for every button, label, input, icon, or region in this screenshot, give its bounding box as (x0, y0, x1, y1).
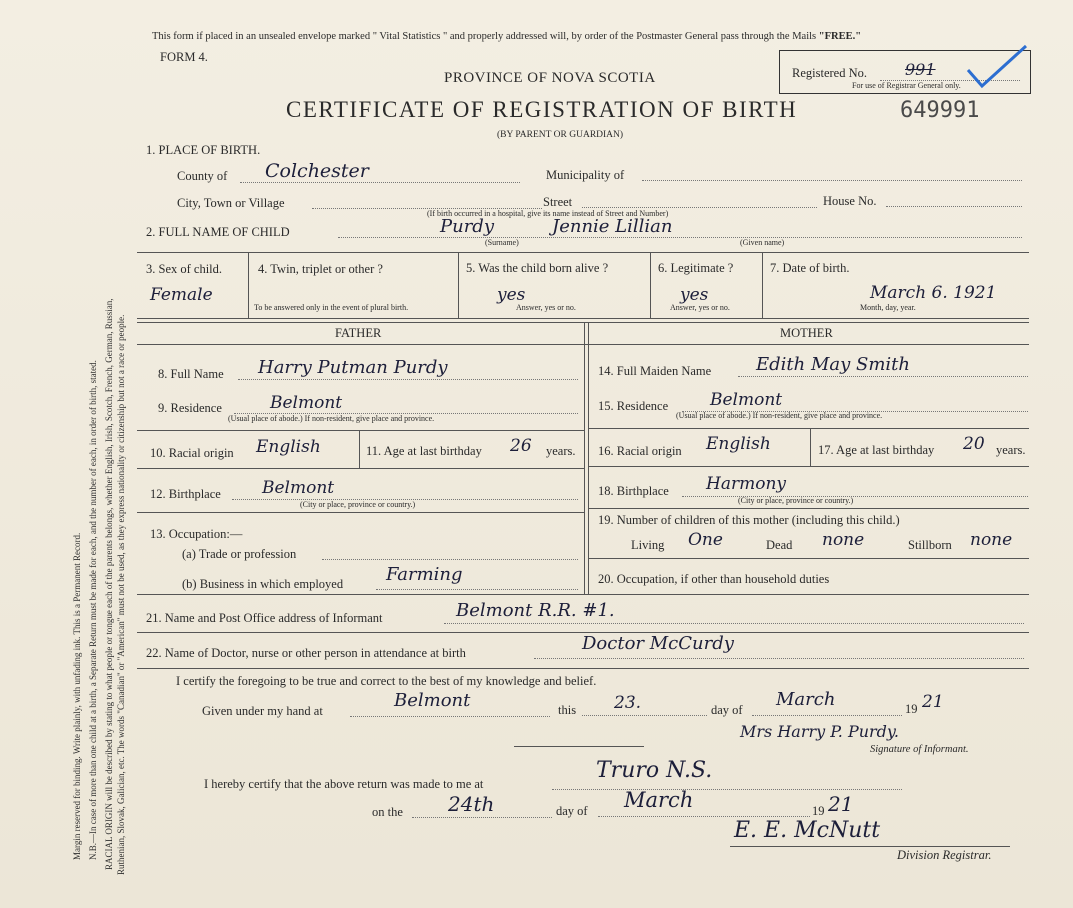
father-residence-value: Belmont (270, 393, 343, 413)
twin-note: To be answered only in the event of plural birth. (254, 303, 409, 312)
street-label: Street (543, 195, 573, 209)
dob-value: March 6. 1921 (870, 283, 997, 303)
mother-name-label: 14. Full Maiden Name (598, 364, 712, 378)
house-label: House No. (823, 194, 877, 208)
stillborn-label: Stillborn (908, 538, 952, 552)
certify-day-value: 23. (614, 693, 642, 713)
registrar-day-of-label: day of (556, 804, 588, 818)
on-the-label: on the (372, 805, 403, 819)
living-label: Living (631, 538, 665, 552)
place-heading: 1. PLACE OF BIRTH. (146, 143, 261, 157)
father-age-value: 26 (510, 436, 532, 456)
alive-label: 5. Was the child born alive ? (466, 261, 609, 275)
certify-text: I certify the foregoing to be true and correct to the best of my knowledge and belief. (176, 674, 597, 688)
father-name-label: 8. Full Name (158, 367, 224, 381)
business-value: Farming (386, 564, 463, 585)
informant-value: Belmont R.R. #1. (456, 600, 615, 621)
dob-note: Month, day, year. (860, 303, 916, 312)
registrar-note: For use of Registrar General only. (852, 81, 961, 90)
certify-year-suffix: 21 (922, 692, 944, 712)
father-age-label: 11. Age at last birthday (366, 444, 482, 458)
mail-free: "FREE." (818, 31, 862, 42)
father-racial-label: 10. Racial origin (150, 446, 234, 460)
registrar-place-value: Truro N.S. (596, 758, 713, 783)
father-name-value: Harry Putman Purdy (258, 357, 448, 378)
county-value: Colchester (265, 160, 369, 182)
city-label: City, Town or Village (177, 196, 285, 210)
informant-signature: Mrs Harry P. Purdy. (740, 722, 899, 741)
registrar-day-value: 24th (448, 792, 495, 816)
margin-note-racial-2: Ruthenian, Slovak, Galician, etc. The words "Canadian" or "American" must not be used, as they express nationality or citizenship but not a race or people. (116, 314, 126, 875)
doctor-label: 22. Name of Doctor, nurse or other person in attendance at birth (146, 646, 466, 660)
registrar-year-suffix: 21 (828, 792, 854, 816)
this-label: this (558, 703, 577, 717)
mother-birthplace-label: 18. Birthplace (598, 484, 669, 498)
certify-month-value: March (776, 689, 836, 710)
child-given-name: Jennie Lillian (552, 216, 673, 237)
mother-birthplace-note: (City or place, province or country.) (738, 496, 854, 505)
father-birthplace-note: (City or place, province or country.) (300, 500, 416, 509)
father-heading: FATHER (335, 326, 382, 340)
form-number: FORM 4. (160, 50, 208, 64)
informant-label: 21. Name and Post Office address of Informant (146, 611, 383, 625)
registrar-signature: E. E. McNutt (734, 818, 881, 843)
father-residence-label: 9. Residence (158, 401, 222, 415)
registrar-year-prefix: 19 (812, 804, 825, 818)
sex-value: Female (150, 285, 213, 305)
doctor-value: Doctor McCurdy (582, 633, 734, 654)
given-place-value: Belmont (394, 690, 471, 711)
mother-residence-note: (Usual place of abode.) If non-resident, give place and province. (676, 411, 883, 420)
mother-residence-label: 15. Residence (598, 399, 669, 413)
occupation-label: 13. Occupation:— (150, 527, 243, 541)
father-racial-value: English (256, 437, 321, 457)
registered-value: 991 (905, 60, 936, 79)
mother-years: years. (996, 443, 1026, 457)
dob-label: 7. Date of birth. (770, 261, 850, 275)
certify-day-of-label: day of (711, 703, 743, 717)
mother-racial-value: English (706, 434, 771, 454)
legitimate-note: Answer, yes or no. (670, 303, 730, 312)
mother-name-value: Edith May Smith (756, 354, 911, 375)
certificate-subtitle: (BY PARENT OR GUARDIAN) (497, 130, 624, 140)
twin-label: 4. Twin, triplet or other ? (258, 262, 383, 276)
living-value: One (688, 530, 723, 550)
dead-value: none (822, 530, 865, 550)
registered-label: Registered No. (792, 66, 867, 80)
checkmark-icon (960, 42, 1030, 92)
hospital-note: (If birth occurred in a hospital, give its name instead of Street and Number) (427, 209, 669, 218)
registrar-signature-label: Division Registrar. (897, 848, 992, 862)
margin-note-binding: Margin reserved for binding. Write plainly, with unfading ink. This is a Permanent Record. (72, 532, 82, 860)
certify-year-prefix: 19 (905, 702, 918, 716)
registrar-text: I hereby certify that the above return was made to me at (204, 777, 484, 791)
municipality-label: Municipality of (546, 168, 625, 182)
informant-signature-label: Signature of Informant. (870, 744, 969, 755)
alive-value: yes (497, 285, 526, 305)
dead-label: Dead (766, 538, 793, 552)
registrar-month-value: March (624, 788, 694, 812)
province-heading: PROVINCE OF NOVA SCOTIA (444, 70, 656, 86)
mail-notice (152, 31, 861, 42)
child-name-label: 2. FULL NAME OF CHILD (146, 225, 290, 239)
sex-label: 3. Sex of child. (146, 262, 223, 276)
father-residence-note: (Usual place of abode.) If non-resident, give place and province. (228, 414, 435, 423)
certificate-title: CERTIFICATE OF REGISTRATION OF BIRTH (286, 97, 798, 122)
given-name-note: (Given name) (740, 238, 785, 247)
mother-birthplace-value: Harmony (706, 474, 786, 494)
surname-note: (Surname) (485, 238, 519, 247)
father-birthplace-value: Belmont (262, 478, 335, 498)
legitimate-label: 6. Legitimate ? (658, 261, 734, 275)
alive-note: Answer, yes or no. (516, 303, 576, 312)
business-label: (b) Business in which employed (182, 577, 344, 591)
father-years: years. (546, 444, 576, 458)
mother-racial-label: 16. Racial origin (598, 444, 682, 458)
stamped-number: 649991 (900, 98, 980, 123)
father-birthplace-label: 12. Birthplace (150, 487, 221, 501)
given-under-label: Given under my hand at (202, 704, 323, 718)
mother-heading: MOTHER (780, 326, 833, 340)
stillborn-value: none (970, 530, 1013, 550)
margin-note-plural: N.B.—In case of more than one child at a birth, a Separate Return must be made for each, and the number of each, in order of birth, stated. (88, 360, 98, 860)
mail-notice-text: This form if placed in an unsealed envelope marked " Vital Statistics " and properly addressed will, by order of the Postmaster General pass through the Mails (152, 31, 817, 42)
county-label: County of (177, 169, 228, 183)
margin-note-racial: RACIAL ORIGIN will be described by stating to what people or tongue each of the parents belongs, whether English, Irish, Scotch, French, German, Russian, (104, 298, 114, 870)
legitimate-value: yes (680, 285, 709, 305)
trade-label: (a) Trade or profession (182, 547, 297, 561)
children-count-label: 19. Number of children of this mother (including this child.) (598, 513, 900, 527)
mother-occupation-label: 20. Occupation, if other than household duties (598, 572, 830, 586)
mother-age-value: 20 (963, 434, 985, 454)
mother-residence-value: Belmont (710, 390, 783, 410)
child-surname: Purdy (440, 216, 494, 237)
mother-age-label: 17. Age at last birthday (818, 443, 935, 457)
